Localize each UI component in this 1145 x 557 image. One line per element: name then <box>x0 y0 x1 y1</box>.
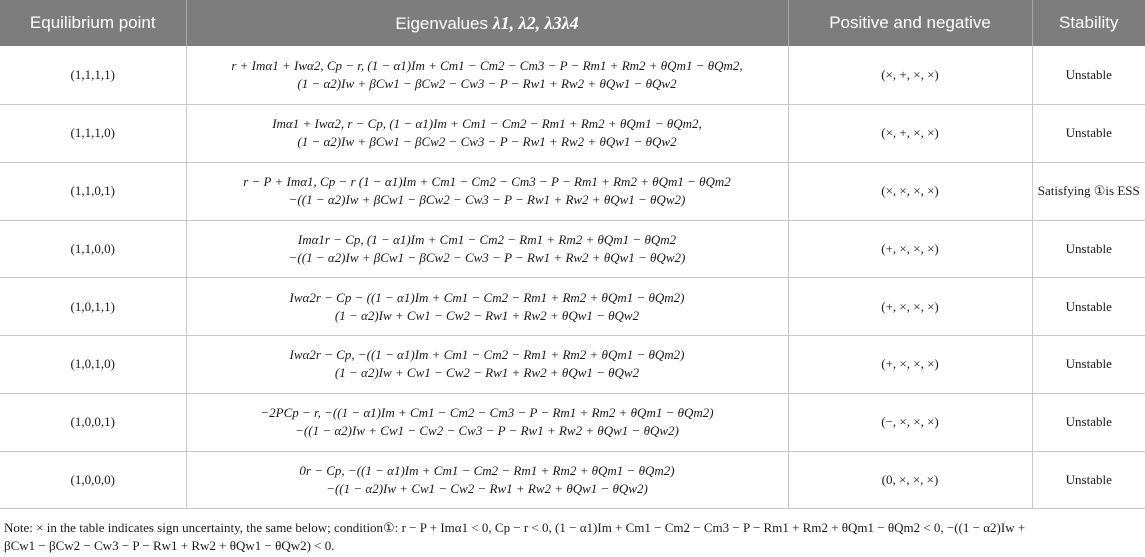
header-stability: Stability <box>1032 0 1145 46</box>
header-eigenvalues-label: Eigenvalues <box>395 13 493 33</box>
table-row <box>0 451 1145 509</box>
header-eigenvalues <box>186 0 788 46</box>
header-positive-negative: Positive and negative <box>788 0 1032 46</box>
equilibrium-point-cell: (1,0,1,1) <box>0 278 186 336</box>
eigenvalues-line: −((1 − α2)Iw + βCw1 − βCw2 − Cw3 − P − Rw1 + Rw2 + θQw1 − θQw2) <box>288 249 686 265</box>
signs-cell: (×, +, ×, ×) <box>788 105 1032 163</box>
table-row <box>0 393 1145 451</box>
eigenvalues-line: (1 − α2)Iw + βCw1 − βCw2 − Cw3 − P − Rw1 + Rw2 + θQw1 − θQw2 <box>297 76 677 91</box>
eigenvalues-line: −2PCp − r, −((1 − α1)Im + Cm1 − Cm2 − Cm3 − P − Rm1 + Rm2 + θQm1 − θQm2) <box>260 405 714 421</box>
stability-cell: Unstable <box>1032 46 1145 105</box>
eigenvalues-cell <box>186 162 788 220</box>
equilibrium-point-cell: (1,0,1,0) <box>0 336 186 394</box>
eigenvalues-cell <box>186 278 788 336</box>
table-row <box>0 220 1145 278</box>
note-line: βCw1 − βCw2 − Cw3 − P − Rw1 + Rw2 + θQw1 − θQw2) < 0. <box>4 538 335 553</box>
eigenvalues-line: 0r − Cp, −((1 − α1)Im + Cm1 − Cm2 − Rm1 + Rm2 + θQm1 − θQm2) <box>299 462 675 478</box>
stability-cell: Satisfying ①is ESS <box>1032 162 1145 220</box>
eigenvalues-line: (1 − α2)Iw + Cw1 − Cw2 − Rw1 + Rw2 + θQw1 − θQw2 <box>334 365 640 381</box>
header-eigenvalues-symbols: λ1, λ2, λ3λ4 <box>492 12 579 33</box>
eigenvalues-line: Imα1r − Cp, (1 − α1)Im + Cm1 − Cm2 − Rm1 + Rm2 + θQm1 − θQm2 <box>297 231 677 247</box>
equilibrium-point-cell: (1,0,0,0) <box>0 451 186 509</box>
equilibrium-point-cell: (1,1,1,0) <box>0 105 186 163</box>
stability-cell: Unstable <box>1032 278 1145 336</box>
signs-cell: (+, ×, ×, ×) <box>788 220 1032 278</box>
equilibrium-point-cell: (1,1,1,1) <box>0 46 186 105</box>
table-header-row <box>0 0 1145 46</box>
signs-cell: (×, ×, ×, ×) <box>788 162 1032 220</box>
header-equilibrium-point: Equilibrium point <box>0 0 186 46</box>
stability-cell: Unstable <box>1032 393 1145 451</box>
eigenvalues-cell <box>186 451 788 509</box>
eigenvalues-line: −((1 − α2)Iw + Cw1 − Cw2 − Rw1 + Rw2 + θQw1 − θQw2) <box>326 480 648 496</box>
eigenvalues-cell <box>186 105 788 163</box>
table-row <box>0 278 1145 336</box>
signs-cell: (0, ×, ×, ×) <box>788 451 1032 509</box>
eigenvalues-line: −((1 − α2)Iw + Cw1 − Cw2 − Cw3 − P − Rw1 + Rw2 + θQw1 − θQw2) <box>295 423 679 439</box>
stability-cell: Unstable <box>1032 451 1145 509</box>
table-row <box>0 105 1145 163</box>
eigenvalues-line: Imα1 + Iwα2, r − Cp, (1 − α1)Im + Cm1 − Cm2 − Rm1 + Rm2 + θQm1 − θQm2, <box>272 116 702 132</box>
note-line: Note: × in the table indicates sign uncertainty, the same below; condition①: r − P + Imα1 < 0, Cp − r < 0, (1 − α1)Im + Cm1 − Cm2 − Cm3 − P − Rm1 + Rm2 + θQm1 − θQm2 < 0, −((1 − α2)Iw + <box>4 520 1026 535</box>
eigenvalues-line: Iwα2r − Cp − ((1 − α1)Im + Cm1 − Cm2 − Rm1 + Rm2 + θQm1 − θQm2) <box>289 289 685 305</box>
eigenvalues-line: (1 − α2)Iw + βCw1 − βCw2 − Cw3 − P − Rw1 + Rw2 + θQw1 − θQw2 <box>297 134 677 150</box>
eigenvalues-cell <box>186 46 788 105</box>
stability-cell: Unstable <box>1032 220 1145 278</box>
eigenvalues-cell <box>186 220 788 278</box>
stability-cell: Unstable <box>1032 105 1145 163</box>
signs-cell: (+, ×, ×, ×) <box>788 336 1032 394</box>
signs-cell: (+, ×, ×, ×) <box>788 278 1032 336</box>
equilibrium-point-cell: (1,1,0,1) <box>0 162 186 220</box>
signs-cell: (−, ×, ×, ×) <box>788 393 1032 451</box>
eigenvalues-line: −((1 − α2)Iw + βCw1 − βCw2 − Cw3 − P − Rw1 + Rw2 + θQw1 − θQw2) <box>288 192 686 208</box>
signs-cell: (×, +, ×, ×) <box>788 46 1032 105</box>
eigenvalues-line: r − P + Imα1, Cp − r (1 − α1)Im + Cm1 − Cm2 − Cm3 − P − Rm1 + Rm2 + θQm1 − θQm2 <box>243 174 731 190</box>
table-row <box>0 46 1145 105</box>
eigenvalues-cell <box>186 336 788 394</box>
eigenvalues-cell <box>186 393 788 451</box>
stability-cell: Unstable <box>1032 336 1145 394</box>
eigenvalues-line: Iwα2r − Cp, −((1 − α1)Im + Cm1 − Cm2 − Rm1 + Rm2 + θQm1 − θQm2) <box>289 347 685 363</box>
eigenvalues-line: (1 − α2)Iw + Cw1 − Cw2 − Rw1 + Rw2 + θQw1 − θQw2 <box>334 307 640 323</box>
equilibrium-point-cell: (1,1,0,0) <box>0 220 186 278</box>
table-row <box>0 336 1145 394</box>
equilibrium-point-cell: (1,0,0,1) <box>0 393 186 451</box>
eigenvalues-line: r + Imα1 + Iwα2, Cp − r, (1 − α1)Im + Cm1 − Cm2 − Cm3 − P − Rm1 + Rm2 + θQm1 − θQm2, <box>231 58 743 73</box>
table-row <box>0 162 1145 220</box>
table-note <box>4 519 1141 555</box>
